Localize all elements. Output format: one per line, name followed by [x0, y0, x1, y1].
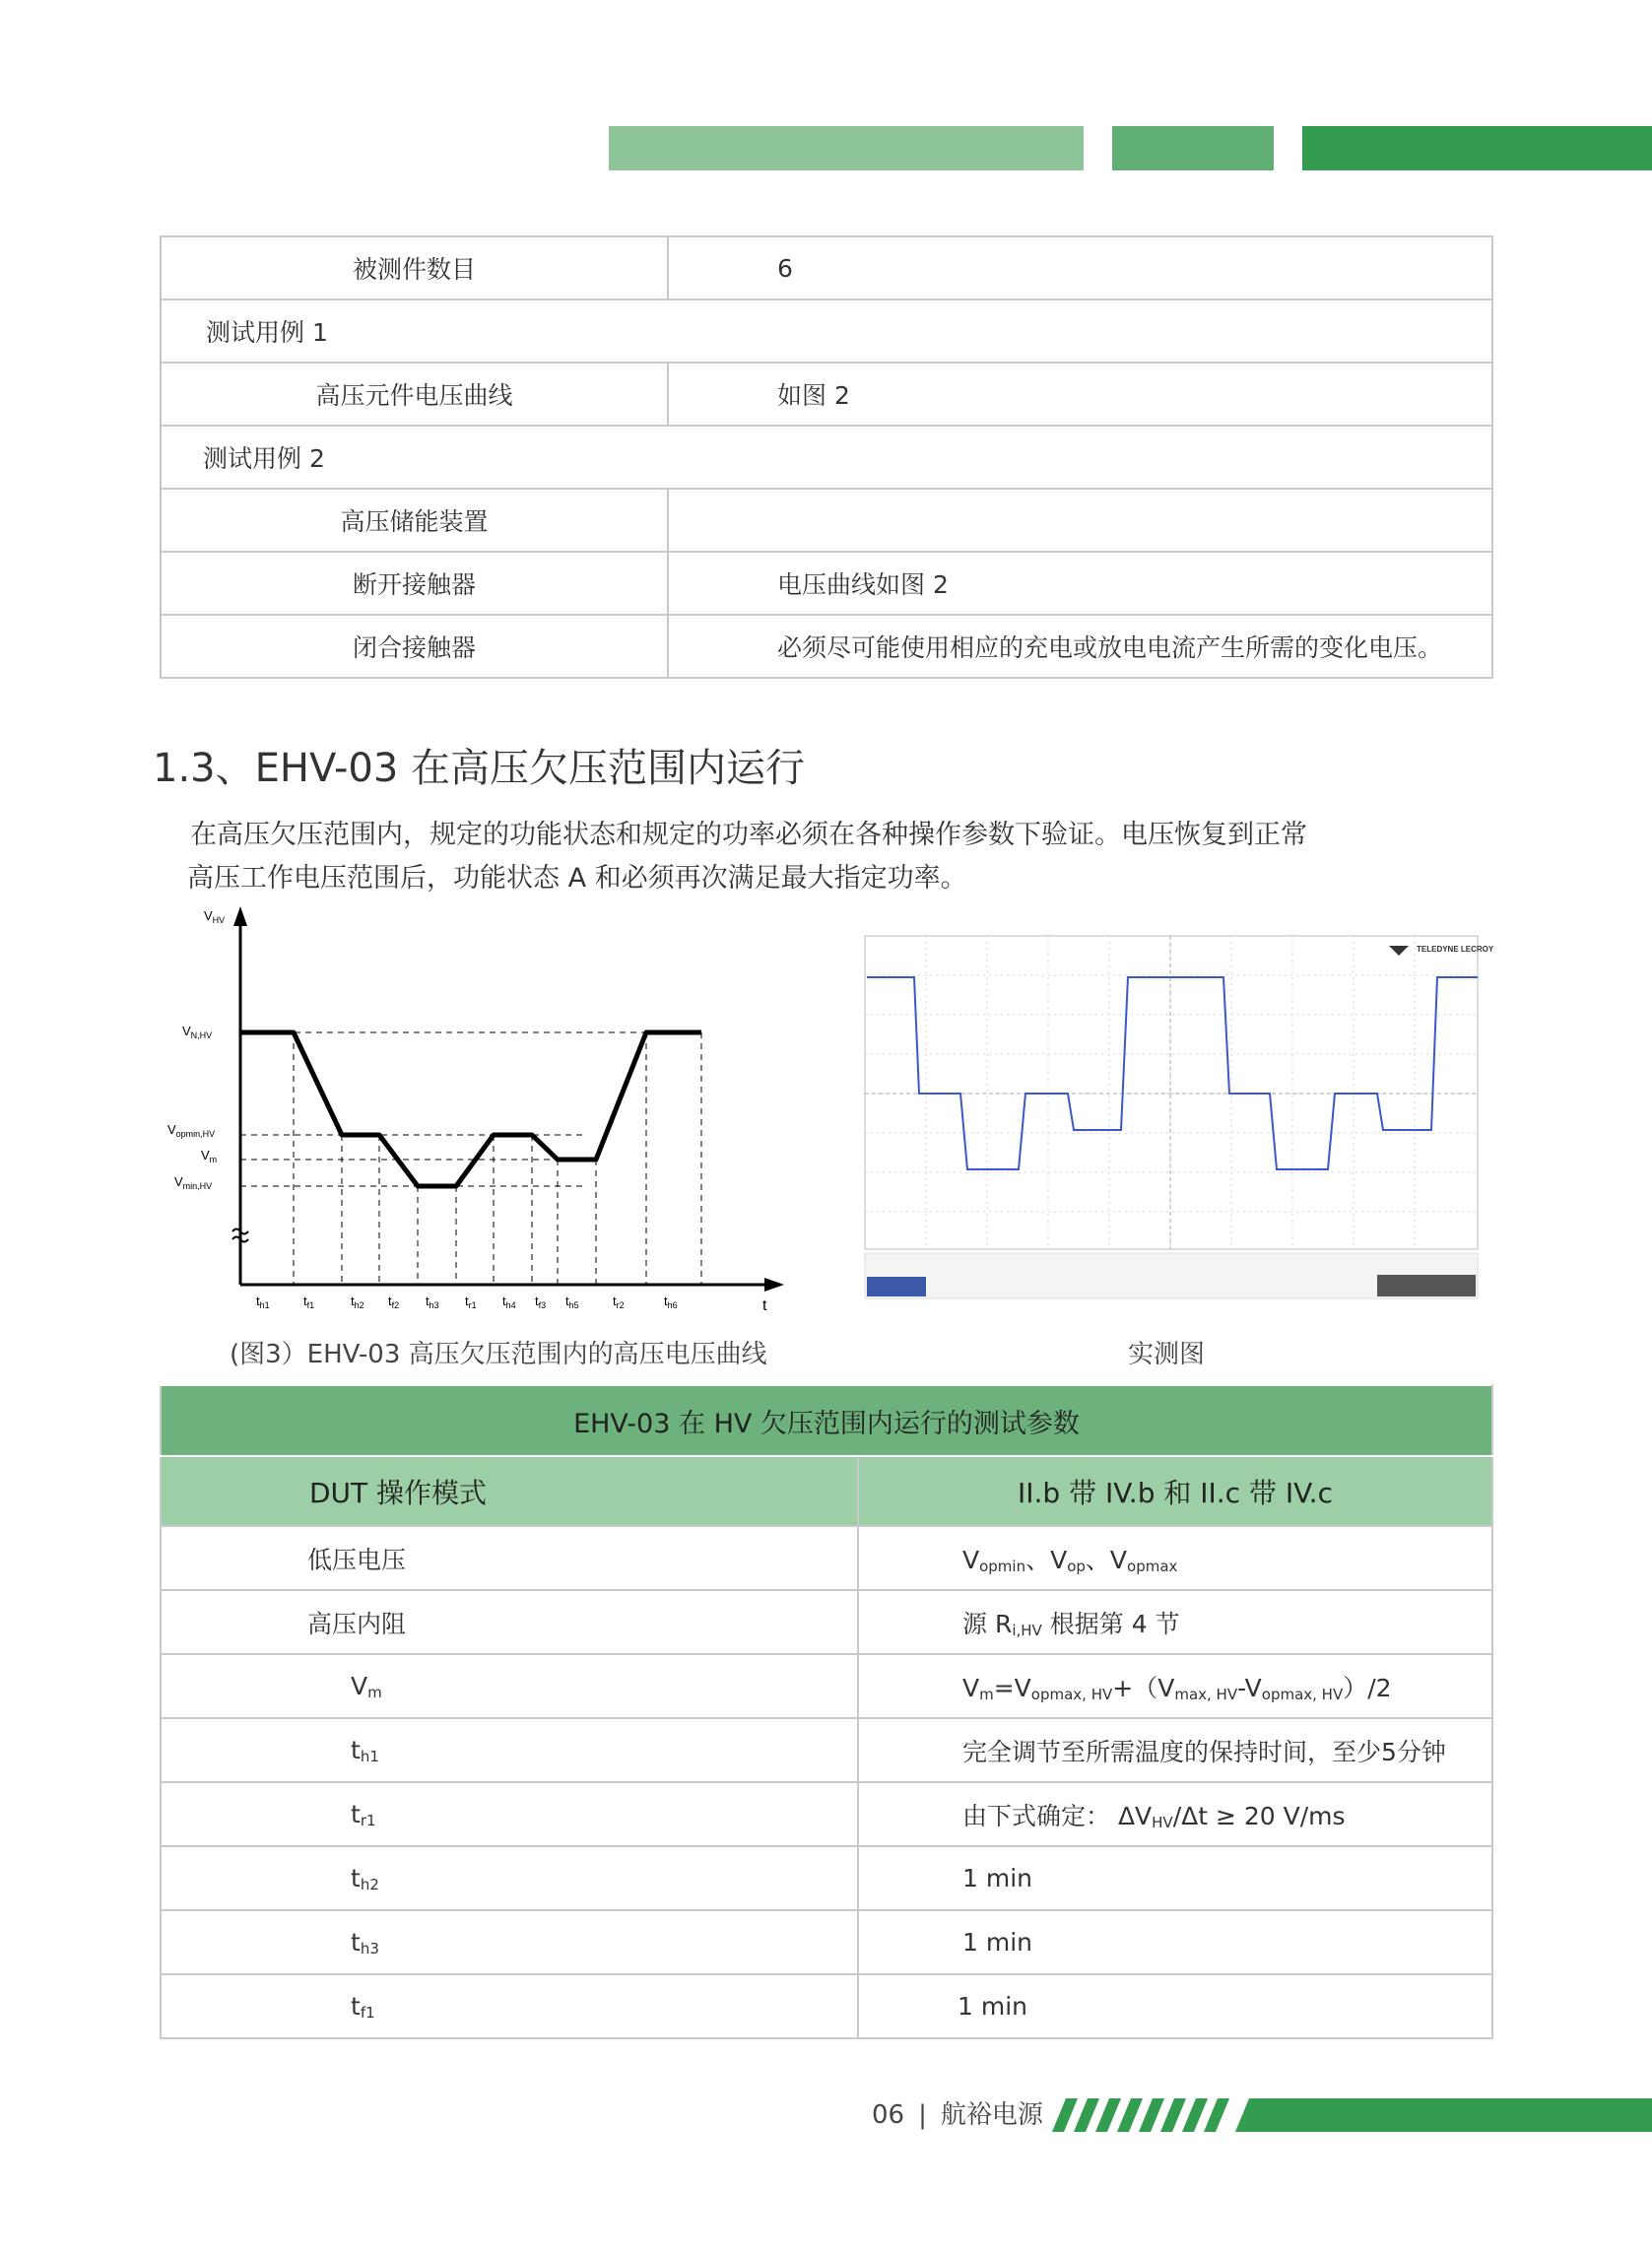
column-header: II.b 带 IV.b 和 II.c 带 IV.c: [858, 1456, 1492, 1526]
segment-label: $t_{f2}$: [388, 1294, 400, 1310]
table-row: [161, 426, 1492, 489]
table-row: [161, 1590, 1492, 1654]
table-header-row: [161, 1456, 1492, 1526]
table-cell: 1 min: [858, 1974, 1492, 2038]
level-vmin-label: $V_{min,HV}$: [174, 1174, 213, 1191]
table-cell: $V_m$: [161, 1654, 858, 1718]
table-cell: $V_{opmin}$、$V_{op}$、$V_{opmax}$: [858, 1526, 1492, 1590]
table-cell: 高压储能装置: [161, 489, 668, 552]
table-cell: $t_{r1}$: [161, 1782, 858, 1846]
section-title: 1.3、EHV-03 在高压欠压范围内运行: [153, 746, 806, 791]
level-vm-label: $V_m$: [201, 1148, 218, 1164]
paragraph-line: 高压工作电压范围后，功能状态 A 和必须再次满足最大指定功率。: [187, 863, 967, 894]
table-title: EHV-03 在 HV 欠压范围内运行的测试参数: [161, 1385, 1492, 1456]
table-cell: 被测件数目: [161, 236, 668, 299]
table-cell: 测试用例 1: [161, 299, 1492, 363]
table-cell: $t_{f1}$: [161, 1974, 858, 2038]
footer-stripe-decoration: [1052, 2098, 1652, 2132]
paragraph-line: 在高压欠压范围内，规定的功能状态和规定的功率必须在各种操作参数下验证。电压恢复到正常: [190, 820, 1307, 850]
segment-label: $t_{h4}$: [502, 1294, 516, 1310]
table-cell: 高压内阻: [161, 1590, 858, 1654]
table-cell: $V_m=V_{opmax, HV}+(V_{max, HV}-V_{opmax, HV})/2$: [858, 1654, 1492, 1718]
oscilloscope-capture: [865, 936, 1494, 1308]
header-accent-bar-2: [1112, 126, 1274, 170]
y-axis-label: $V_{HV}$: [204, 908, 226, 925]
segment-label: $t_{f1}$: [303, 1294, 315, 1310]
scope-timebase-box: [1377, 1275, 1476, 1296]
table-row: [161, 1910, 1492, 1974]
table-row: [161, 1974, 1492, 2038]
segment-label: $t_{h1}$: [256, 1294, 270, 1310]
figure-caption-right: 实测图: [1128, 1340, 1206, 1369]
footer-separator: |: [918, 2100, 927, 2130]
table-row: [161, 552, 1492, 615]
table-title-row: [161, 1385, 1492, 1456]
segment-label: $t_{h6}$: [664, 1294, 678, 1310]
figure-caption-left: (图3）EHV-03 高压欠压范围内的高压电压曲线: [230, 1340, 767, 1369]
company-name: 航裕电源: [940, 2100, 1043, 2130]
segment-label: $t_{f3}$: [535, 1294, 547, 1310]
table-cell: 高压元件电压曲线: [161, 363, 668, 426]
test-config-table: [160, 235, 1493, 679]
segment-label: $t_{r1}$: [465, 1294, 477, 1310]
level-vopmin-label: $V_{opmin,HV}$: [167, 1122, 216, 1139]
table-cell: $t_{h3}$: [161, 1910, 858, 1974]
table-row: [161, 1526, 1492, 1590]
scope-channel-box: [867, 1277, 926, 1296]
table-cell: 如图 2: [668, 363, 1492, 426]
t-axis-label: t: [762, 1297, 767, 1314]
table-row: [161, 1718, 1492, 1782]
segment-label: $t_{r2}$: [613, 1294, 625, 1310]
voltage-profile-diagram: [158, 904, 788, 1318]
table-cell: 测试用例 2: [161, 426, 1492, 489]
table-cell: 1 min: [858, 1910, 1492, 1974]
table-cell: 源 $R_{i,HV}$ 根据第 4 节: [858, 1590, 1492, 1654]
table-row: [161, 615, 1492, 678]
table-cell: 闭合接触器: [161, 615, 668, 678]
table-row: [161, 1654, 1492, 1718]
table-cell: $t_{h2}$: [161, 1846, 858, 1910]
time-markers: [294, 1032, 701, 1285]
segment-label: $t_{h3}$: [426, 1294, 439, 1310]
table-row: [161, 1782, 1492, 1846]
level-vn-label: $V_{N,HV}$: [182, 1024, 213, 1040]
test-parameter-table: [160, 1384, 1493, 2039]
header-accent-bar-3: [1302, 126, 1652, 170]
table-cell: 1 min: [858, 1846, 1492, 1910]
table-cell: 完全调节至所需温度的保持时间，至少5分钟: [858, 1718, 1492, 1782]
table-cell: 低压电压: [161, 1526, 858, 1590]
x-axis-arrow: [764, 1278, 784, 1292]
table-cell: 6: [668, 236, 1492, 299]
table-cell: [668, 489, 1492, 552]
table-cell: 由下式确定： $\Delta V_{HV}/\Delta t \ge 20$ V/ms: [858, 1782, 1492, 1846]
table-row: [161, 489, 1492, 552]
y-axis-arrow: [233, 906, 247, 926]
brand-logo: TELEDYNE LECROY: [1417, 945, 1494, 954]
table-row: [161, 299, 1492, 363]
column-header: DUT 操作模式: [161, 1456, 858, 1526]
page-number: 06: [872, 2100, 905, 2130]
header-accent-bar-1: [609, 126, 1084, 170]
table-row: [161, 363, 1492, 426]
page-footer: [872, 2094, 1043, 2131]
voltage-curve: [240, 1032, 701, 1186]
segment-label: $t_{h2}$: [351, 1294, 364, 1310]
segment-label: $t_{h5}$: [565, 1294, 579, 1310]
table-cell: $t_{h1}$: [161, 1718, 858, 1782]
section-paragraph: [187, 814, 1471, 900]
table-cell: 断开接触器: [161, 552, 668, 615]
table-row: [161, 1846, 1492, 1910]
segment-labels: [256, 1294, 678, 1310]
table-cell: 电压曲线如图 2: [668, 552, 1492, 615]
table-row: [161, 236, 1492, 299]
table-cell: 必须尽可能使用相应的充电或放电电流产生所需的变化电压。: [668, 615, 1492, 678]
